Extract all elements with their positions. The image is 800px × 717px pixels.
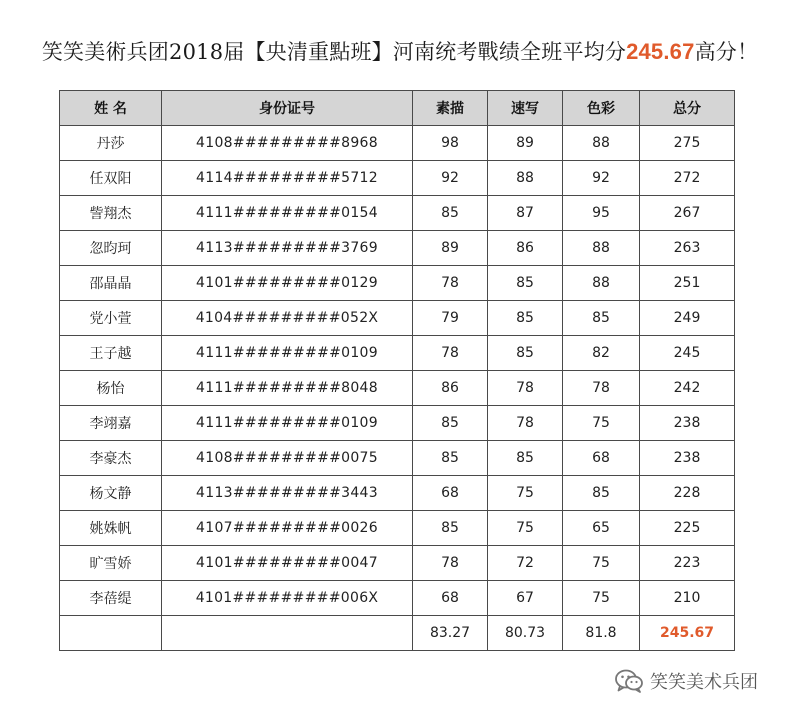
header-total: 总分 [640,91,735,126]
cell-total: 249 [640,301,735,336]
cell-id-number: 4111#########0154 [162,196,413,231]
cell-sketch: 85 [413,441,488,476]
cell-color: 78 [563,371,640,406]
cell-color: 88 [563,266,640,301]
average-sketch: 83.27 [413,616,488,651]
cell-sketch: 86 [413,371,488,406]
cell-id-number: 4104#########052X [162,301,413,336]
header-sketch: 素描 [413,91,488,126]
cell-total: 210 [640,581,735,616]
cell-id-number: 4108#########0075 [162,441,413,476]
cell-quick-sketch: 86 [488,231,563,266]
cell-sketch: 92 [413,161,488,196]
cell-sketch: 68 [413,476,488,511]
cell-name: 李蓓缇 [60,581,162,616]
cell-color: 88 [563,231,640,266]
table-header-row [60,91,735,126]
cell-name: 丹莎 [60,126,162,161]
cell-color: 65 [563,511,640,546]
table-row [60,406,735,441]
title-suffix: 高分！ [694,40,759,64]
table-row [60,546,735,581]
cell-quick-sketch: 75 [488,476,563,511]
watermark [614,667,758,695]
average-blank-cell [60,616,162,651]
cell-sketch: 98 [413,126,488,161]
header-color: 色彩 [563,91,640,126]
cell-name: 王子越 [60,336,162,371]
cell-sketch: 85 [413,511,488,546]
average-total: 245.67 [640,616,735,651]
cell-sketch: 78 [413,336,488,371]
average-quick-sketch: 80.73 [488,616,563,651]
cell-color: 85 [563,476,640,511]
cell-name: 杨怡 [60,371,162,406]
header-name: 姓 名 [60,91,162,126]
cell-total: 242 [640,371,735,406]
watermark-text: 笑笑美术兵团 [650,672,758,693]
cell-name: 訾翔杰 [60,196,162,231]
table-row [60,266,735,301]
cell-sketch: 78 [413,546,488,581]
title-average: 245.67 [626,39,695,64]
cell-quick-sketch: 85 [488,266,563,301]
table-row [60,196,735,231]
table-row [60,231,735,266]
cell-total: 228 [640,476,735,511]
cell-id-number: 4101#########0129 [162,266,413,301]
cell-color: 95 [563,196,640,231]
cell-quick-sketch: 87 [488,196,563,231]
cell-total: 275 [640,126,735,161]
cell-id-number: 4111#########8048 [162,371,413,406]
score-table [59,90,735,651]
cell-sketch: 85 [413,406,488,441]
cell-total: 245 [640,336,735,371]
cell-quick-sketch: 88 [488,161,563,196]
cell-quick-sketch: 85 [488,301,563,336]
cell-color: 85 [563,301,640,336]
table-row [60,161,735,196]
cell-total: 225 [640,511,735,546]
cell-id-number: 4108#########8968 [162,126,413,161]
cell-sketch: 85 [413,196,488,231]
cell-name: 李翊嘉 [60,406,162,441]
cell-color: 75 [563,546,640,581]
cell-name: 旷雪娇 [60,546,162,581]
cell-name: 党小萱 [60,301,162,336]
cell-total: 272 [640,161,735,196]
header-quick-sketch: 速写 [488,91,563,126]
cell-quick-sketch: 78 [488,371,563,406]
header-id-number: 身份证号 [162,91,413,126]
cell-total: 238 [640,441,735,476]
table-row [60,511,735,546]
cell-quick-sketch: 75 [488,511,563,546]
cell-color: 75 [563,581,640,616]
cell-id-number: 4101#########0047 [162,546,413,581]
cell-total: 238 [640,406,735,441]
average-row [60,616,735,651]
cell-id-number: 4111#########0109 [162,336,413,371]
table-row [60,581,735,616]
cell-total: 223 [640,546,735,581]
table-row [60,476,735,511]
cell-total: 251 [640,266,735,301]
table-row [60,301,735,336]
average-color: 81.8 [563,616,640,651]
table-row [60,441,735,476]
cell-sketch: 79 [413,301,488,336]
cell-name: 李豪杰 [60,441,162,476]
average-blank-cell [162,616,413,651]
cell-quick-sketch: 78 [488,406,563,441]
cell-id-number: 4107#########0026 [162,511,413,546]
cell-color: 82 [563,336,640,371]
cell-quick-sketch: 72 [488,546,563,581]
cell-sketch: 68 [413,581,488,616]
cell-name: 忽昀珂 [60,231,162,266]
cell-quick-sketch: 89 [488,126,563,161]
cell-quick-sketch: 67 [488,581,563,616]
cell-id-number: 4114#########5712 [162,161,413,196]
cell-sketch: 89 [413,231,488,266]
title-prefix: 笑笑美術兵团2018届【央清重點班】河南统考戰绩全班平均分 [41,40,627,64]
cell-quick-sketch: 85 [488,336,563,371]
cell-id-number: 4101#########006X [162,581,413,616]
cell-id-number: 4113#########3443 [162,476,413,511]
cell-total: 267 [640,196,735,231]
cell-name: 邵晶晶 [60,266,162,301]
table-row [60,126,735,161]
page-title [0,36,800,68]
cell-color: 92 [563,161,640,196]
cell-color: 75 [563,406,640,441]
table-row [60,371,735,406]
cell-quick-sketch: 85 [488,441,563,476]
cell-id-number: 4111#########0109 [162,406,413,441]
cell-name: 任双阳 [60,161,162,196]
cell-name: 杨文静 [60,476,162,511]
cell-name: 姚姝帆 [60,511,162,546]
cell-total: 263 [640,231,735,266]
cell-sketch: 78 [413,266,488,301]
cell-color: 88 [563,126,640,161]
table-row [60,336,735,371]
cell-color: 68 [563,441,640,476]
cell-id-number: 4113#########3769 [162,231,413,266]
wechat-icon [614,668,644,694]
